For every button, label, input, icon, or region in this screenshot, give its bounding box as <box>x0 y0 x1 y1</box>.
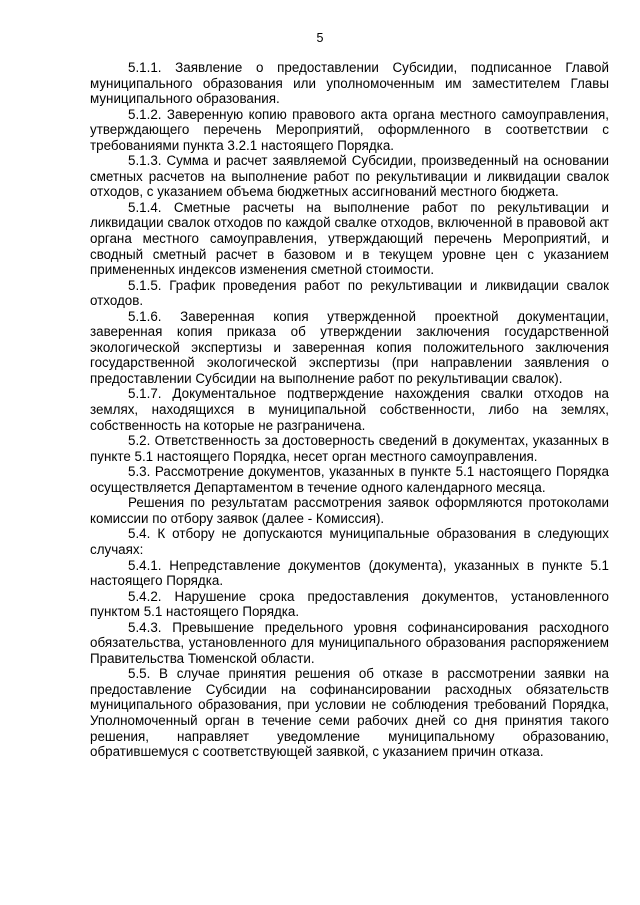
paragraph-5-1-2: 5.1.2. Заверенную копию правового акта органа местного самоуправления, утверждающего перечень Мероприятий, оформленного в соответствии с требованиями пункта 3.2.1 настоящего Порядка. <box>90 106 609 153</box>
paragraph-5-1-7: 5.1.7. Документальное подтверждение нахождения свалки отходов на землях, находящихся в муниципальной собственности, либо на землях, собственность на которые не разграничена. <box>90 386 609 433</box>
paragraph-5-4-2: 5.4.2. Нарушение срока предоставления документов, установленного пунктом 5.1 настоящего Порядка. <box>90 588 609 620</box>
paragraph-5-4: 5.4. К отбору не допускаются муниципальные образования в следующих случаях: <box>90 526 609 557</box>
paragraph-5-1-6: 5.1.6. Заверенная копия утвержденной проектной документации, заверенная копия приказа об утверждении заключения государственной экологической экспертизы и заверенная копия положительного заключения государственной экологической экспертизы (при направлении заявления о предоставлении Субсидии на выполнение работ по рекультивации свалок). <box>90 308 609 386</box>
paragraph-5-5: 5.5. В случае принятия решения об отказе в рассмотрении заявки на предоставление Субсидии на софинансировании расходных обязательств муниципального образования, при условии не соблюдения требований Порядка, Уполномоченный орган в течение семи рабочих дней со дня принятия такого решения, направляет уведомление муниципальному образованию, обратившемуся с соответствующей заявкой, с указанием причин отказа. <box>90 666 609 760</box>
paragraph-5-1-1: 5.1.1. Заявление о предоставлении Субсидии, подписанное Главой муниципального образования или уполномоченным им заместителем Главы муниципального образования. <box>90 60 609 107</box>
paragraph-decisions: Решения по результатам рассмотрения заявок оформляются протоколами комиссии по отбору заявок (далее - Комиссия). <box>90 495 609 526</box>
paragraph-5-4-3: 5.4.3. Превышение предельного уровня софинансирования расходного обязательства, установленного для муниципального образования распоряжением Правительства Тюменской области. <box>90 619 609 666</box>
paragraph-5-3: 5.3. Рассмотрение документов, указанных в пункте 5.1 настоящего Порядка осуществляется Департаментом в течение одного календарного месяца. <box>90 464 609 495</box>
document-body <box>90 60 609 760</box>
paragraph-5-1-3: 5.1.3. Сумма и расчет заявляемой Субсидии, произведенный на основании сметных расчетов на выполнение работ по рекультивации и ликвидации свалок отходов, с указанием объема бюджетных ассигнований местного бюджета. <box>90 153 609 200</box>
paragraph-5-1-5: 5.1.5. График проведения работ по рекультивации и ликвидации свалок отходов. <box>90 277 609 309</box>
page-number: 5 <box>316 31 324 45</box>
paragraph-5-1-4: 5.1.4. Сметные расчеты на выполнение работ по рекультивации и ликвидации свалок отходов по каждой свалке отходов, включенной в правовой акт органа местного самоуправления, утверждающий перечень Мероприятий, и сводный сметный расчет в базовом и в текущем уровне цен с указанием примененных индексов изменения сметной стоимости. <box>90 199 609 278</box>
paragraph-5-2: 5.2. Ответственность за достоверность сведений в документах, указанных в пункте 5.1 настоящего Порядка, несет орган местного самоуправления. <box>90 433 609 464</box>
paragraph-5-4-1: 5.4.1. Непредставление документов (документа), указанных в пункте 5.1 настоящего Порядка. <box>90 557 609 589</box>
